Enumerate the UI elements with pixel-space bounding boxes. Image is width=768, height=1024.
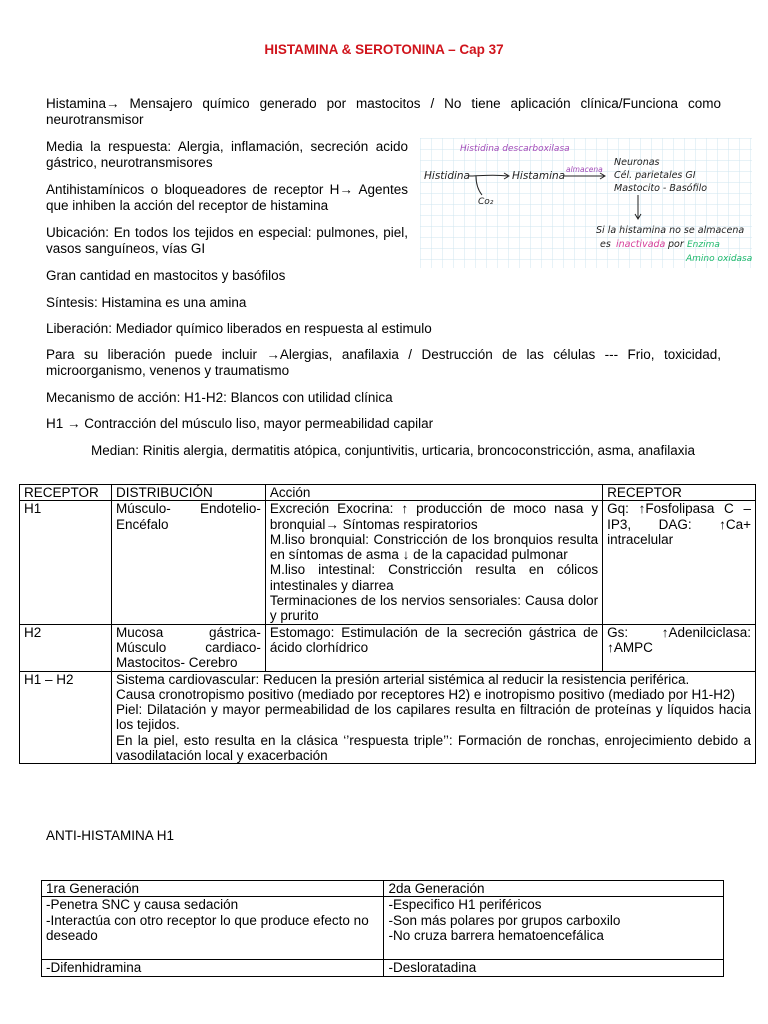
h1h2-line: Causa cronotropismo positivo (mediado por receptores H2) e inotropismo positivo (mediado por H1-H2) bbox=[115, 686, 735, 702]
paragraph-median: Median: Rinitis alergia, dermatitis atópica, conjuntivitis, urticaria, broncoconstricción, asma, anafilaxia bbox=[91, 443, 696, 458]
h1-accion-line: M.liso bronquial: Constricción de los bronquios resulta en síntomas de asma ↓ de la capacidad pulmonar bbox=[269, 531, 599, 563]
table-row bbox=[42, 960, 724, 976]
paragraph-histamina: Histamina→ Mensajero químico generado por mastocitos / No tiene aplicación clínica/Funciona como neurotransmisor bbox=[46, 96, 721, 127]
h1h2-line: Piel: Dilatación y mayor permeabilidad de los capilares resulta en filtración de proteínas y líquidos hacia los tejidos. bbox=[115, 702, 751, 733]
gen2-feature: -Son más polares por grupos carboxilo bbox=[388, 912, 621, 928]
note-por: por bbox=[668, 239, 684, 250]
h1-receptor: H1 bbox=[20, 501, 112, 624]
gen2-feature: -No cruza barrera hematoencefálica bbox=[388, 927, 604, 943]
h1h2-receptor: H1 – H2 bbox=[20, 671, 112, 764]
h2-distribucion: Mucosa gástrica- Músculo cardiaco- Mastocitos- Cerebro bbox=[111, 624, 265, 671]
table-row bbox=[20, 624, 756, 671]
h2-receptor: H2 bbox=[20, 624, 112, 671]
note-amino-oxidasa: Amino oxidasa bbox=[686, 254, 752, 264]
paragraph-sintesis: Síntesis: Histamina es una amina bbox=[46, 295, 247, 310]
gen2-feature: -Especifico H1 periféricos bbox=[388, 897, 542, 913]
note-enzima: Enzima bbox=[687, 240, 720, 250]
note-es: es bbox=[600, 239, 611, 250]
gen1-feature: -Penetra SNC y causa sedación bbox=[46, 897, 239, 913]
enzyme-label: Histidina descarboxilasa bbox=[460, 144, 570, 154]
h1h2-description bbox=[111, 671, 755, 764]
histamina-label: Histamina bbox=[512, 170, 566, 182]
gen2-example: -Desloratadina bbox=[384, 960, 724, 976]
paragraph-h1: H1 → Contracción del músculo liso, mayor permeabilidad capilar bbox=[46, 416, 434, 431]
note-inactivada: inactivada bbox=[616, 239, 666, 250]
header-receptor: RECEPTOR bbox=[20, 485, 112, 501]
histidina-label: Histidina bbox=[424, 170, 470, 182]
gen2-features bbox=[384, 897, 724, 960]
section-heading-anti-h1: ANTI-HISTAMINA H1 bbox=[46, 828, 175, 843]
h2-receptor-mechanism: Gs: ↑Adenilciclasa: ↑AMPC bbox=[603, 624, 756, 671]
header-receptor-2: RECEPTOR bbox=[603, 485, 756, 501]
paragraph-mecanismo: Mecanismo de acción: H1-H2: Blancos con utilidad clínica bbox=[46, 390, 393, 405]
h1h2-line: En la piel, esto resulta en la clásica ‘’respuesta triple’’: Formación de ronchas, enrojecimiento debido a vasodilatación local y exacerbación bbox=[115, 732, 751, 764]
h2-accion: Estomago: Estimulación de la secreción gástrica de ácido clorhídrico bbox=[265, 624, 602, 671]
generations-table bbox=[41, 880, 724, 977]
h1-accion bbox=[265, 501, 602, 624]
table-header-row bbox=[42, 881, 724, 897]
table-header-row bbox=[20, 485, 756, 501]
page-title: HISTAMINA & SEROTONINA – Cap 37 bbox=[264, 42, 504, 57]
header-1ra-generacion: 1ra Generación bbox=[42, 881, 384, 897]
paragraph-liberacion-causas: Para su liberación puede incluir →Alergias, anafilaxia / Destrucción de las células --- Frio, toxicidad, microorganismo, venenos y traumatismo bbox=[46, 347, 721, 378]
h1-accion-line: M.liso intestinal: Constricción resulta en cólicos intestinales y diarrea bbox=[269, 562, 599, 593]
h1-receptor-mechanism: Gq: ↑Fosfolipasa C – IP3, DAG: ↑Ca+ intracelular bbox=[603, 501, 756, 624]
histamine-synthesis-diagram bbox=[420, 138, 752, 268]
table-row bbox=[20, 671, 756, 764]
paragraph-ubicacion: Ubicación: En todos los tejidos en especial: pulmones, piel, vasos sanguíneos, vías GI bbox=[46, 225, 408, 256]
parietales-label: Cél. parietales GI bbox=[614, 170, 696, 181]
note-line-1: Si la histamina no se almacena bbox=[596, 225, 745, 236]
co2-label: Co₂ bbox=[478, 197, 494, 207]
gen1-features bbox=[42, 897, 384, 960]
table-row bbox=[20, 501, 756, 624]
store-label: almacena bbox=[566, 165, 603, 174]
mastocito-label: Mastocito - Basófilo bbox=[614, 183, 708, 194]
h1-distribucion: Músculo- Endotelio- Encéfalo bbox=[111, 501, 265, 624]
gen1-feature: -Interactúa con otro receptor lo que produce efecto no deseado bbox=[46, 912, 369, 943]
paragraph-respuesta: Media la respuesta: Alergia, inflamación, secreción acido gástrico, neurotransmisores bbox=[46, 139, 408, 170]
header-distribucion: DISTRIBUCIÓN bbox=[111, 485, 265, 501]
diagram-svg bbox=[420, 138, 752, 268]
neuronas-label: Neuronas bbox=[614, 157, 660, 168]
gen1-example: -Difenhidramina bbox=[42, 960, 384, 976]
h1h2-line: Sistema cardiovascular: Reducen la presión arterial sistémica al reducir la resistencia periférica. bbox=[115, 671, 690, 687]
receptor-table bbox=[19, 484, 756, 764]
paragraph-mastocitos: Gran cantidad en mastocitos y basófilos bbox=[46, 268, 286, 283]
paragraph-antihistaminicos: Antihistamínicos o bloqueadores de receptor H→ Agentes que inhiben la acción del receptor de histamina bbox=[46, 182, 408, 213]
table-row bbox=[42, 897, 724, 960]
header-2da-generacion: 2da Generación bbox=[384, 881, 724, 897]
h1-accion-line: Terminaciones de los nervios sensoriales: Causa dolor y prurito bbox=[269, 593, 599, 624]
header-accion: Acción bbox=[265, 485, 602, 501]
h1-accion-line: Excreción Exocrina: ↑ producción de moco nasa y bronquial→ Síntomas respiratorios bbox=[269, 501, 599, 532]
paragraph-liberacion: Liberación: Mediador químico liberados en respuesta al estimulo bbox=[46, 321, 432, 336]
